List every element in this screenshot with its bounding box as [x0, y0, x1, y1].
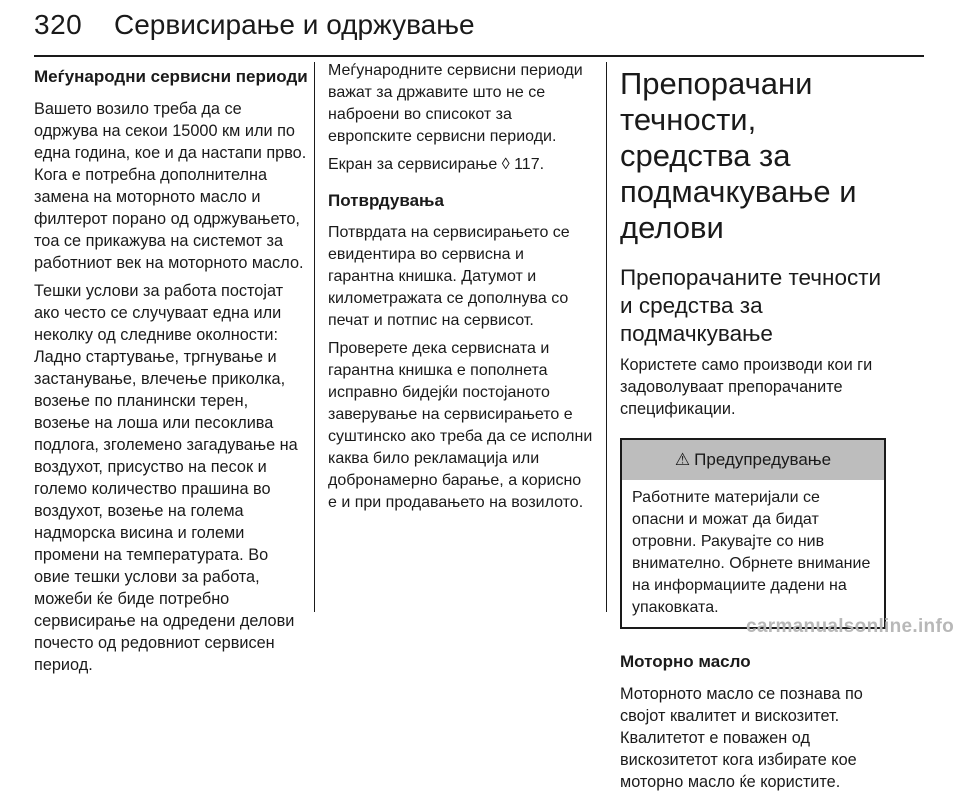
- warning-box: [620, 438, 886, 629]
- paragraph: Меѓународните сервисни периоди важат за државите што не се наброени во списокот за европските сервисни периоди.: [328, 62, 583, 145]
- column-divider-2: [606, 62, 607, 612]
- section-heading-engine-oil: Моторно масло: [620, 652, 751, 671]
- header-divider: [34, 55, 924, 57]
- column-2: [328, 60, 594, 520]
- section-heading-confirmations: Потврдувања: [328, 191, 444, 210]
- column-divider-1: [314, 62, 315, 612]
- column-3: [620, 60, 886, 799]
- page-number: 320: [34, 9, 83, 40]
- warning-body: Работните материјали се опасни и можат да бидат отровни. Ракувајте со нив внимателно. Обрнете внимание на информациите дадени на упаковката.: [632, 489, 871, 616]
- watermark-text: carmanualsonline.info: [746, 616, 954, 637]
- subsection-heading: Препорачаните течности и средства за подмачкување: [620, 265, 882, 346]
- page-header: [34, 0, 924, 58]
- paragraph: Моторното масло се познава по својот квалитет и вискозитет. Квалитетот е поважен од вискозитетот кога избирате кое моторно масло ќе користите.: [620, 685, 863, 791]
- paragraph: Проверете дека сервисната и гарантна книшка е пополнета исправно бидејќи постојаното заверување на сервисирањето е суштинско ако треба да се исполни каква било рекламација или добронамерно барање, а корисно е и при продавањето на возилото.: [328, 340, 593, 511]
- chapter-heading: Препорачани течности, средства за подмачкување и делови: [620, 66, 857, 245]
- paragraph: Вашето возило треба да се одржува на секои 15000 км или по една година, кое и да настапи прво. Кога е потребна дополнителна замена на моторното масло и филтерот порано од одржувањето, тоа се прикажува на системот за работниот век на моторното масло.: [34, 100, 307, 272]
- paragraph-cross-reference: Екран за сервисирање ◊ 117.: [328, 156, 545, 173]
- paragraph: Потврдата на сервисирањето се евидентира во сервисна и гарантна книшка. Датумот и километражата се дополнува со печат и потпис на сервисот.: [328, 224, 570, 329]
- warning-icon: ⚠: [674, 450, 691, 469]
- paragraph: Користете само производи кои ги задоволуваат препорачаните спецификации.: [620, 356, 873, 418]
- warning-title: Предупредување: [694, 450, 832, 469]
- warning-header: [622, 440, 884, 480]
- paragraph: Тешки услови за работа постојат ако често се случуваат една или неколку од следниве околности: Ладно стартување, тргнување и застанување, влечење приколка, возење по планински терен, возење на лоша или песоклива подлога, зголемено загадување на воздухот, присуство на песок и големо количество прашина во воздухот, возење на голема надморска висина и големи промени на температурата. Во овие тешки услови за работа, можеби ќе биде потребно сервисирање на одредени делови почесто од редовниот сервисен период.: [34, 282, 298, 674]
- page-title: Сервисирање и одржување: [114, 9, 475, 40]
- section-heading-service-periods: Меѓународни сервисни периоди: [34, 67, 308, 86]
- column-1: [34, 60, 308, 682]
